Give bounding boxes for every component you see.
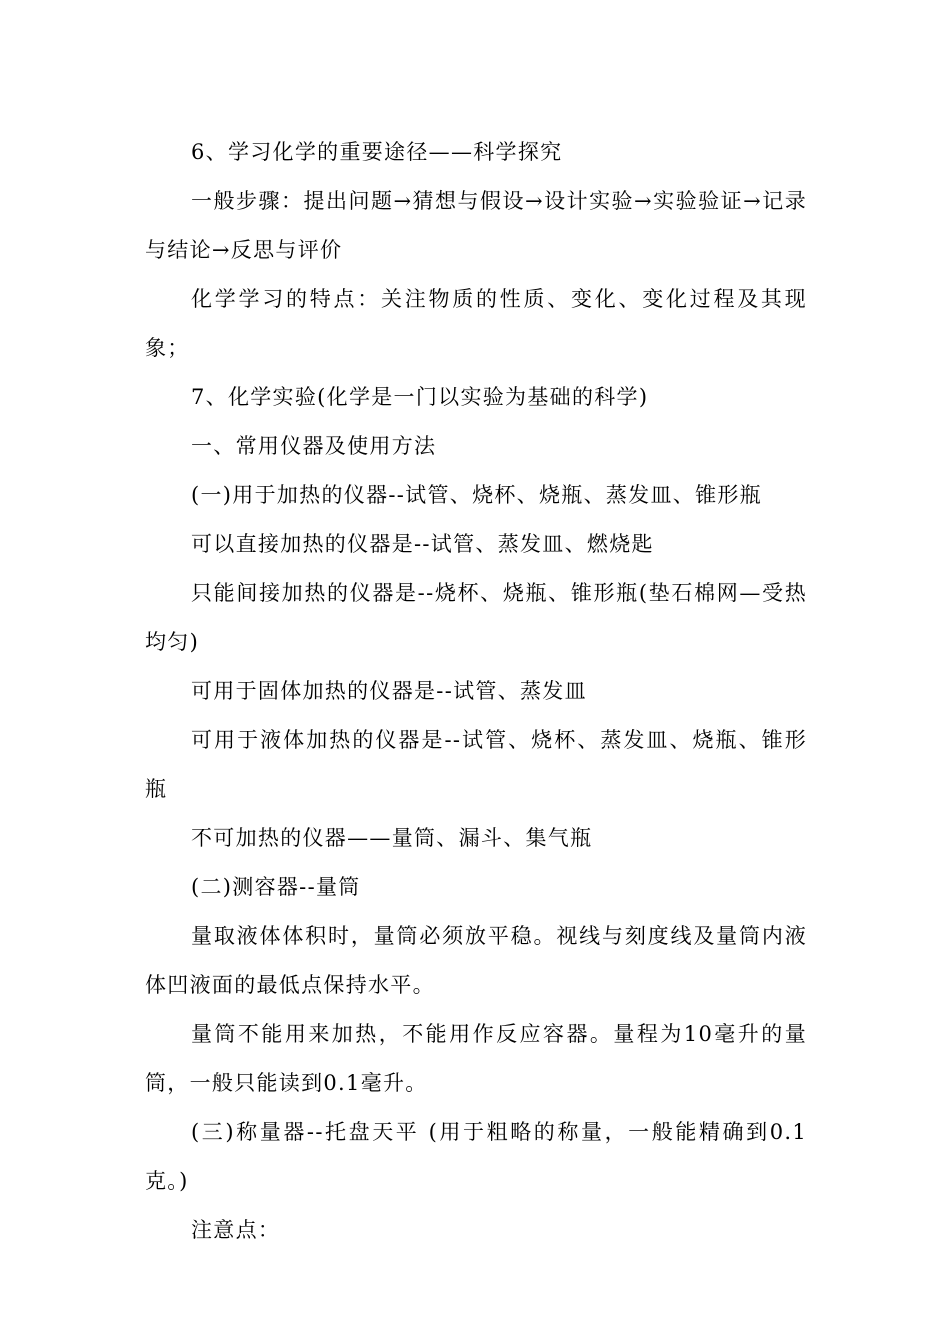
paragraph-instruments-heading: 一、常用仪器及使用方法 bbox=[191, 434, 437, 458]
paragraph-direct-heating: 可以直接加热的仪器是--试管、蒸发皿、燃烧匙 bbox=[191, 532, 654, 556]
paragraph-general-steps: 一般步骤：提出问题→猜想与假设→设计实验→实验验证→记录与结论→反思与评价 bbox=[145, 189, 807, 262]
paragraph-measuring-container: (二)测容器--量筒 bbox=[191, 875, 361, 899]
paragraph-non-heatable: 不可加热的仪器——量筒、漏斗、集气瓶 bbox=[191, 826, 593, 850]
paragraph-heating-instruments: (一)用于加热的仪器--试管、烧杯、烧瓶、蒸发皿、锥形瓶 bbox=[191, 483, 762, 507]
document-body bbox=[145, 128, 807, 1255]
paragraph-solid-heating: 可用于固体加热的仪器是--试管、蒸发皿 bbox=[191, 679, 587, 703]
paragraph-measuring-volume: 量取液体体积时，量筒必须放平稳。视线与刻度线及量筒内液体凹液面的最低点保持水平。 bbox=[145, 924, 807, 997]
paragraph-section-6-heading: 6、学习化学的重要途径——科学探究 bbox=[191, 140, 563, 164]
paragraph-cylinder-limits: 量筒不能用来加热，不能用作反应容器。量程为10毫升的量筒，一般只能读到0.1毫升。 bbox=[145, 1022, 807, 1095]
paragraph-balance: (三)称量器--托盘天平 (用于粗略的称量，一般能精确到0.1克。) bbox=[145, 1120, 807, 1193]
paragraph-indirect-heating: 只能间接加热的仪器是--烧杯、烧瓶、锥形瓶(垫石棉网—受热均匀) bbox=[145, 581, 807, 654]
paragraph-learning-features: 化学学习的特点：关注物质的性质、变化、变化过程及其现象； bbox=[145, 287, 807, 360]
paragraph-liquid-heating: 可用于液体加热的仪器是--试管、烧杯、蒸发皿、烧瓶、锥形瓶 bbox=[145, 728, 807, 801]
paragraph-notes-heading: 注意点： bbox=[191, 1218, 281, 1242]
paragraph-section-7-heading: 7、化学实验(化学是一门以实验为基础的科学) bbox=[191, 385, 649, 409]
